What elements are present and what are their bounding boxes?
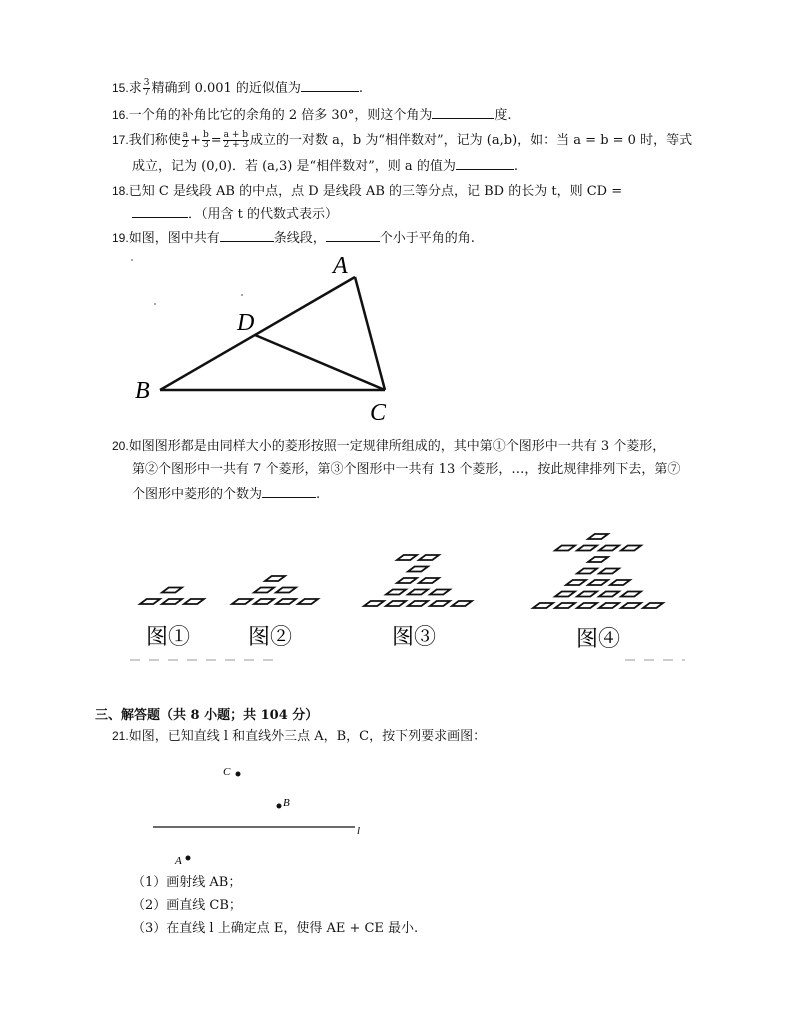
rhombus [452, 601, 472, 606]
rhombus [621, 603, 641, 608]
rhombus [577, 592, 597, 597]
rhombus [555, 603, 575, 608]
rhombus [408, 567, 428, 572]
q18-line2: ．（用含 t 的代数式表示） [188, 207, 338, 222]
rhombus [588, 557, 608, 562]
rhombus [430, 601, 450, 606]
rhombus [397, 555, 417, 560]
rhombus [397, 578, 417, 583]
answer-blank[interactable] [262, 484, 316, 498]
section-title: 三、解答题（共 8 小题；共 104 分） [95, 708, 319, 723]
answer-blank-angles[interactable] [326, 228, 380, 242]
speck [154, 303, 156, 305]
point-C [236, 772, 241, 777]
rhombus [232, 599, 252, 604]
rhombus [599, 569, 619, 574]
q21-item-3 [132, 919, 418, 939]
rhombus [577, 603, 597, 608]
question-17 [112, 130, 692, 151]
points-line-figure [150, 758, 380, 868]
fraction-a-2 [182, 131, 189, 150]
question-20 [112, 436, 665, 457]
question-number: 20. [112, 439, 129, 453]
q20-line3: 个图形中菱形的个数为 [132, 487, 263, 502]
q21-item-text: （2）画直线 CB； [132, 898, 242, 913]
answer-blank[interactable] [456, 156, 514, 170]
label-B: B [135, 378, 150, 404]
q20-end: . [316, 487, 321, 502]
equals-sign: = [210, 133, 222, 148]
q16-end: 度. [494, 108, 512, 123]
q18-line1: 已知 C 是线段 AB 的中点，点 D 是线段 AB 的三等分点，记 BD 的长为 t，则 CD = [128, 184, 623, 199]
q17-text: 成立的一对数 a，b 为“相伴数对”，记为 (a,b)，如：当 a = b = 0 时，等式 [250, 133, 693, 148]
segment-DC [255, 335, 385, 390]
q15-prefix: 求 [128, 81, 142, 96]
rhombus [276, 588, 296, 593]
rhombus [588, 534, 608, 539]
rhombus [599, 592, 619, 597]
rhombus [599, 546, 619, 551]
q20-line2: 第②个图形中一共有 7 个菱形，第③个图形中一共有 13 个菱形，…，按此规律排列下去，第⑦ [132, 462, 681, 477]
label-C: C [370, 400, 387, 426]
rhombus-pattern-figure [120, 500, 700, 665]
q17-line2-text: 成立，记为 (0,0)．若 (a,3) 是“相伴数对”，则 a 的值为 [132, 159, 456, 174]
q21-item-2 [132, 896, 242, 916]
question-21 [112, 726, 486, 747]
answer-blank[interactable] [132, 204, 188, 218]
label-fig1: 图① [146, 624, 191, 649]
q20-line1: 如图图形都是由同样大小的菱形按照一定规律所组成的，其中第①个图形中一共有 3 个菱形， [128, 439, 666, 454]
answer-blank[interactable] [301, 78, 359, 92]
frac-denominator: 3 [203, 140, 209, 150]
rhombus [419, 578, 439, 583]
q17-end: . [513, 159, 518, 174]
rhombus [555, 546, 575, 551]
rhombus [599, 603, 619, 608]
rhombus [162, 588, 182, 593]
rhombus [265, 576, 285, 581]
rhombus [555, 592, 575, 597]
q21-item-text: （1）画射线 AB； [132, 875, 242, 890]
question-20-line2 [132, 460, 680, 480]
label-l: l [357, 825, 361, 837]
label-A: A [175, 855, 182, 867]
rhombus [577, 569, 597, 574]
q15-end: . [358, 81, 364, 96]
q17-prefix: 我们称使 [128, 133, 181, 148]
rhombus [419, 555, 439, 560]
frac-numerator: 3 [143, 78, 150, 88]
rhombus [533, 603, 553, 608]
label-fig4: 图④ [576, 626, 621, 651]
q16-text: 一个角的补角比它的余角的 2 倍多 30°，则这个角为 [128, 108, 433, 123]
segment-BA [160, 277, 355, 390]
q21-item-text: （3）在直线 l 上确定点 E，使得 AE + CE 最小. [132, 921, 419, 936]
rhombus [621, 546, 641, 551]
label-B: B [283, 797, 290, 809]
rhombus-group [140, 534, 663, 608]
frac-denominator: 7 [143, 88, 150, 98]
question-number: 18. [112, 184, 129, 198]
segment-AC [355, 277, 385, 390]
rhombus [610, 580, 630, 585]
question-18-line2 [132, 204, 338, 225]
label-fig2: 图② [248, 624, 293, 649]
q19-post: 个小于平角的角. [379, 231, 475, 246]
label-A: A [333, 253, 348, 279]
rhombus [364, 601, 384, 606]
speck [131, 259, 133, 261]
rhombus [643, 603, 663, 608]
q21-item-1 [132, 873, 241, 893]
speck [241, 294, 243, 296]
rhombus [386, 590, 406, 595]
label-D: D [237, 310, 255, 336]
frac-numerator: a [182, 130, 189, 140]
question-number: 15. [112, 81, 129, 95]
label-fig3: 图③ [392, 624, 437, 649]
question-17-line2 [132, 156, 518, 177]
q15-text: 精确到 0.001 的近似值为 [151, 81, 301, 96]
rhombus [140, 599, 160, 604]
q19-prefix: 如图，图中共有 [128, 231, 220, 246]
rhombus [162, 599, 182, 604]
question-19 [112, 228, 475, 249]
fraction-3-7 [143, 79, 151, 98]
frac-denominator: 2 + 3 [223, 140, 249, 150]
plus-sign: + [190, 133, 201, 148]
question-number: 21. [112, 729, 129, 743]
point-B [277, 804, 282, 809]
rhombus [588, 580, 608, 585]
rhombus [386, 601, 406, 606]
rhombus [254, 588, 274, 593]
rhombus [254, 599, 274, 604]
q19-mid: 条线段， [273, 231, 326, 246]
question-number: 19. [112, 231, 129, 245]
triangle-figure [120, 250, 410, 430]
question-number: 17. [112, 133, 129, 147]
fraction-sum [223, 131, 249, 150]
rhombus [566, 580, 586, 585]
question-15 [112, 78, 363, 99]
rhombus [276, 599, 296, 604]
label-C: C [223, 766, 231, 778]
rhombus [184, 599, 204, 604]
rhombus [408, 601, 428, 606]
fraction-b-3 [202, 131, 210, 150]
question-16 [112, 105, 512, 126]
frac-numerator: a + b [223, 130, 249, 140]
question-number: 16. [112, 108, 129, 122]
frac-denominator: 2 [182, 140, 189, 150]
question-18 [112, 181, 622, 202]
q21-text: 如图，已知直线 l 和直线外三点 A，B，C，按下列要求画图： [128, 729, 487, 744]
answer-blank[interactable] [432, 105, 494, 119]
rhombus [430, 590, 450, 595]
point-A [186, 856, 191, 861]
rhombus [621, 592, 641, 597]
frac-numerator: b [202, 130, 209, 140]
rhombus [408, 590, 428, 595]
rhombus [298, 599, 318, 604]
rhombus [577, 546, 597, 551]
answer-blank-segments[interactable] [220, 228, 274, 242]
